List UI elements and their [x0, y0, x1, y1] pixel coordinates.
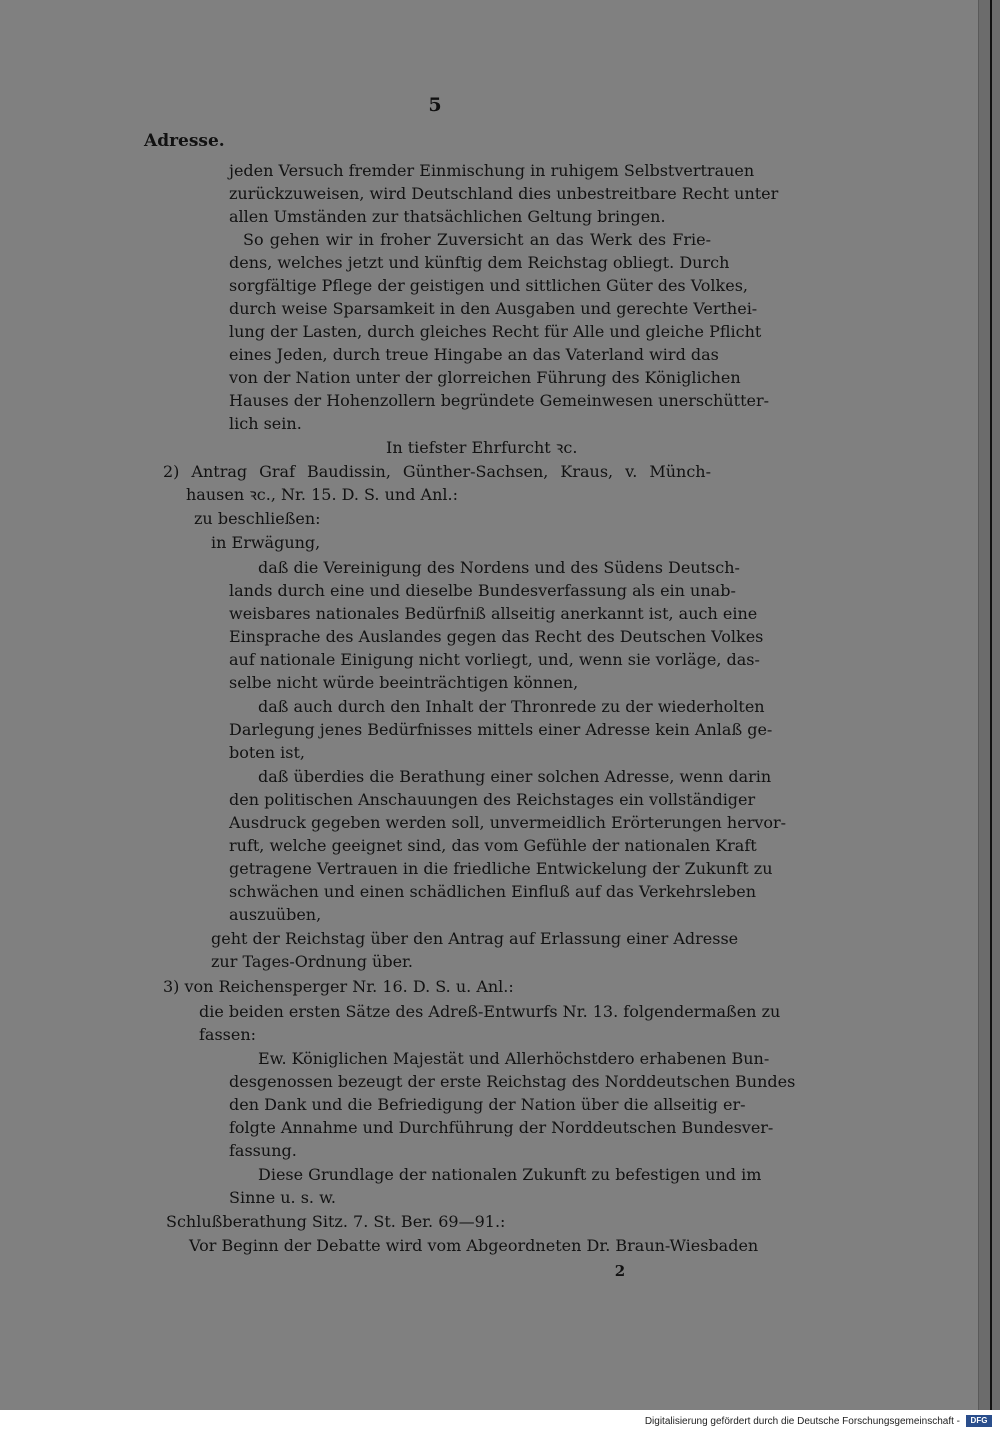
text-line: daß die Vereinigung des Nordens und des Südens Deutsch-: [258, 558, 740, 577]
text-line: fassung.: [229, 1141, 297, 1160]
text-line: folgte Annahme und Durchführung der Norddeutschen Bundesver-: [229, 1118, 774, 1137]
text-line: jeden Versuch fremder Einmischung in ruhigem Selbstvertrauen: [229, 161, 755, 180]
text-line: den politischen Anschauungen des Reichstages ein vollständiger: [229, 790, 756, 809]
text-line: zur Tages-Ordnung über.: [211, 952, 414, 971]
text-line: in Erwägung,: [211, 533, 321, 552]
text-line: schwächen und einen schädlichen Einfluß auf das Verkehrsleben: [229, 882, 757, 901]
text-line: Vor Beginn der Debatte wird vom Abgeordneten Dr. Braun-Wiesbaden: [189, 1236, 759, 1255]
text-line: getragene Vertrauen in die friedliche Entwickelung der Zukunft zu: [229, 859, 773, 878]
text-line: lich sein.: [229, 414, 302, 433]
text-line: sorgfältige Pflege der geistigen und sittlichen Güter des Volkes,: [229, 276, 748, 295]
text-line: dens, welches jetzt und künftig dem Reichstag obliegt. Durch: [229, 253, 730, 272]
text-line: weisbares nationales Bedürfniß allseitig anerkannt ist, auch eine: [229, 604, 758, 623]
text-line: zu beschließen:: [194, 509, 321, 528]
text-line: allen Umständen zur thatsächlichen Geltung bringen.: [229, 207, 666, 226]
text-line: den Dank und die Befriedigung der Nation über die allseitig er-: [229, 1095, 746, 1114]
text-line: durch weise Sparsamkeit in den Ausgaben und gerechte Verthei-: [229, 299, 758, 318]
motion-heading: 3) von Reichensperger Nr. 16. D. S. u. Anl.:: [163, 977, 514, 996]
text-line: Sinne u. s. w.: [229, 1188, 336, 1207]
signature-mark: 2: [614, 1262, 626, 1280]
text-line: desgenossen bezeugt der erste Reichstag des Norddeutschen Bundes: [229, 1072, 796, 1091]
text-line: selbe nicht würde beeinträchtigen können,: [229, 673, 579, 692]
page-edge-line: [990, 0, 992, 1410]
text-line: So gehen wir in froher Zuversicht an das Werk des Frie-: [243, 230, 711, 249]
motion-heading: 2) Antrag Graf Baudissin, Günther-Sachsen, Kraus, v. Münch-: [163, 462, 711, 481]
text-line: Einsprache des Auslandes gegen das Recht des Deutschen Volkes: [229, 627, 764, 646]
text-line: Ew. Königlichen Majestät und Allerhöchstdero erhabenen Bun-: [258, 1049, 770, 1068]
text-line: die beiden ersten Sätze des Adreß-Entwurfs Nr. 13. folgendermaßen zu: [199, 1002, 781, 1021]
text-line: Hauses der Hohenzollern begründete Gemeinwesen unerschütter-: [229, 391, 770, 410]
text-line: fassen:: [199, 1025, 257, 1044]
text-line: auszuüben,: [229, 905, 322, 924]
text-line: daß überdies die Berathung einer solchen Adresse, wenn darin: [258, 767, 772, 786]
marginal-heading: Adresse.: [144, 131, 225, 151]
text-line: lands durch eine und dieselbe Bundesverfassung als ein unab-: [229, 581, 736, 600]
closing-formula: In tiefster Ehrfurcht ꝛc.: [386, 438, 578, 457]
text-line: Darlegung jenes Bedürfnisses mittels einer Adresse kein Anlaß ge-: [229, 720, 773, 739]
text-line: eines Jeden, durch treue Hingabe an das Vaterland wird das: [229, 345, 719, 364]
section-heading: Schlußberathung Sitz. 7. St. Ber. 69—91.:: [166, 1212, 506, 1231]
text-line: Ausdruck gegeben werden soll, unvermeidlich Erörterungen hervor-: [229, 813, 787, 832]
text-line: lung der Lasten, durch gleiches Recht für Alle und gleiche Pflicht: [229, 322, 762, 341]
digitization-credit: Digitalisierung gefördert durch die Deutsche Forschungsgemeinschaft -: [644, 1416, 960, 1427]
text-line: auf nationale Einigung nicht vorliegt, und, wenn sie vorläge, das-: [229, 650, 760, 669]
text-line: zurückzuweisen, wird Deutschland dies unbestreitbare Recht unter: [229, 184, 779, 203]
text-line: daß auch durch den Inhalt der Thronrede zu der wiederholten: [258, 697, 765, 716]
page-number: 5: [428, 94, 442, 116]
text-line: von der Nation unter der glorreichen Führung des Königlichen: [229, 368, 741, 387]
text-line: hausen ꝛc., Nr. 15. D. S. und Anl.:: [186, 485, 458, 504]
page-edge: [978, 0, 1000, 1410]
text-line: geht der Reichstag über den Antrag auf Erlassung einer Adresse: [211, 929, 739, 948]
text-line: ruft, welche geeignet sind, das vom Gefühle der nationalen Kraft: [229, 836, 757, 855]
text-line: boten ist,: [229, 743, 306, 762]
dfg-logo: DFG: [966, 1415, 992, 1427]
text-line: Diese Grundlage der nationalen Zukunft zu befestigen und im: [258, 1165, 762, 1184]
